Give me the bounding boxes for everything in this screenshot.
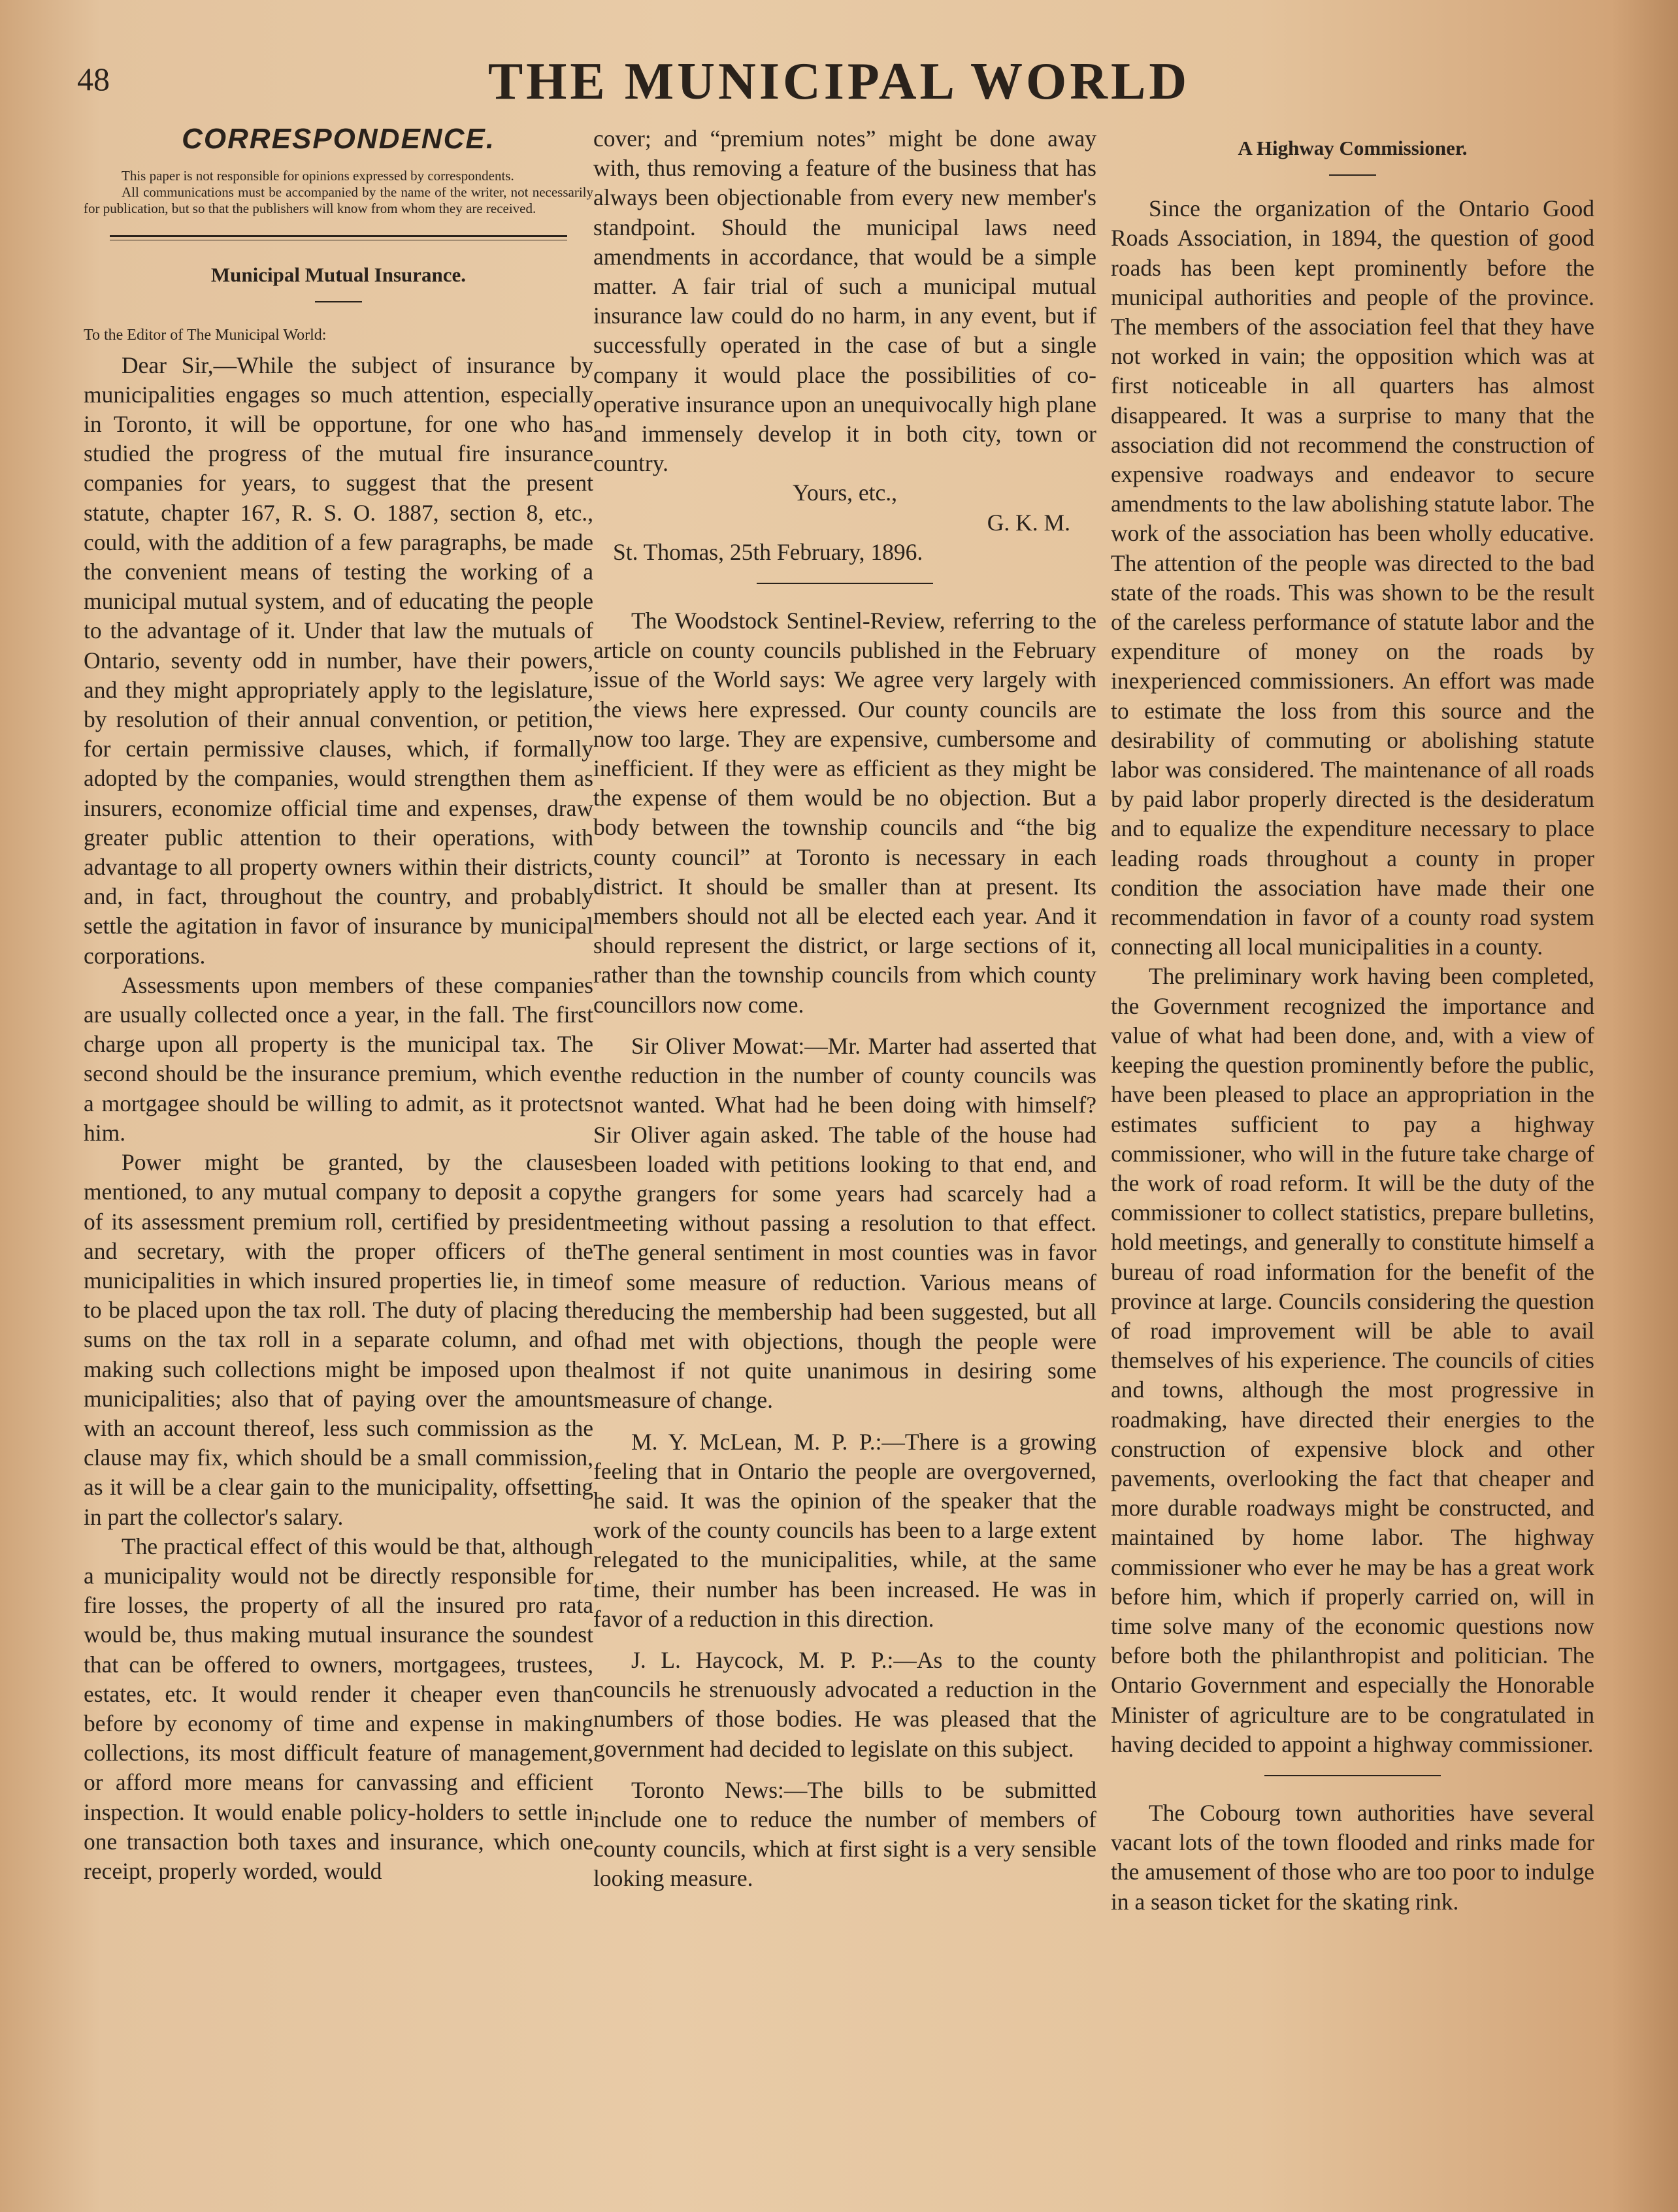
communications-notice: All communications must be accompanied by the name of the writer, not necessarily for publication, but so that the publishers will know from whom they are received. (84, 184, 593, 217)
section-rule (757, 583, 933, 584)
letter-signature: G. K. M. (987, 509, 1070, 536)
column-2 (593, 124, 1096, 1894)
page-number: 48 (77, 61, 110, 97)
double-rule (110, 235, 567, 240)
section-rule (1264, 1775, 1441, 1776)
paragraph: Power might be granted, by the clauses mentioned, to any mutual company to deposit a copy of its assessment premium roll, certified by president and secretary, with the proper officers of the municipalities in which insured properties lie, in time to be placed upon the tax roll. The duty of placing the sums on the tax roll in a separate column, and of making such collections might be imposed upon the municipalities; also that of paying over the amounts with an account thereof, less such commission as the clause may fix, which should be a small commission, as it will be a clear gain to the municipality, offsetting in part the collector's salary. (84, 1149, 593, 1530)
paragraph: J. L. Haycock, M. P. P.:—As to the county councils he strenuously advocated a reduction in the numbers of those bodies. He was pleased that the government had decided to legislate on this subject. (593, 1646, 1096, 1762)
article-title: Municipal Mutual Insurance. (210, 263, 467, 287)
editor-salutation: To the Editor of The Municipal World: (84, 327, 327, 344)
paragraph: Assessments upon members of these companies are usually collected once a year, in the fall. The first charge upon all property is the municipal tax. The second should be the insurance premium, which even a mortgagee should be willing to admit, as it protects him. (84, 971, 593, 1146)
column-1 (84, 124, 593, 1886)
paragraph: Dear Sir,—While the subject of insurance by municipalities engages so much attention, especially in Toronto, it will be opportune, for one who has studied the progress of the mutual fire insurance companies for years, to suggest that the present statute, chapter 167, R. S. O. 1887, section 8, etc., could, with the addition of a few paragraphs, be made the convenient means of testing the working of a municipal mutual system, and of educating the people to the advantage of it. Under that law the mutuals of Ontario, seventy odd in number, have their powers, and they might appropriately apply to the legislature, by resolution of their annual convention, or petition, for certain permissive clauses, which, if formally adopted by the companies, would strengthen them as insurers, economize official time and expenses, draw greater public attention to their operations, with advantage to all property owners within their districts, and, in fact, throughout the country, and probably settle the agitation in favor of insurance by municipal corporations. (84, 351, 593, 969)
article-title: A Highway Commissioner. (1238, 137, 1468, 159)
paragraph: Since the organization of the Ontario Good Roads Association, in 1894, the question of good roads has been kept prominently before the municipal authorities and people of the province. The members of the association feel that they have not worked in vain; the opposition which was at first noticeable in all quarters has almost disappeared. It was a surprise to many that the association did not recommend the construction of expensive roadways and endeavor to secure amendments to the law abolishing statute labor. The work of the association has been wholly educative. The attention of the people was directed to the bad state of the roads. This was shown to be the result of the careless performance of statute labor and the expenditure of money on the roads by inexperienced commissioners. An effort was made to estimate the loss from this source and the desirability of commuting or abolishing statute labor was considered. The maintenance of all roads by paid labor properly directed is the desideratum and to equalize the expenditure necessary to place leading roads throughout a county in proper condition the association have made their one recommendation in favor of a county road system connecting all local municipalities in a county. (1111, 195, 1594, 960)
paragraph: The practical effect of this would be that, although a municipality would not be directly responsible for fire losses, the property of all the insured pro rata would be, thus making mutual insurance the soundest that can be offered to owners, mortgagees, trustees, estates, etc. It would render it cheaper even than before by economy of time and expense in making collections, its most difficult feature of management, or afford more means for canvassing and efficient inspection. It would enable policy-holders to settle in one transaction both taxes and insurance, which one receipt, properly worded, would (84, 1533, 593, 1884)
paragraph: M. Y. McLean, M. P. P.:—There is a growing feeling that in Ontario the people are overgoverned, he said. It was the opinion of the speaker that the work of the county councils has been to a large extent relegated to the municipalities, while, at the same time, their number has been increased. He was in favor of a reduction in this direction. (593, 1428, 1096, 1632)
paragraph: The Woodstock Sentinel-Review, referring to the article on county councils published in the February issue of the World says: We agree very largely with the views here expressed. Our county councils are now too large. They are expensive, cumbersome and inefficient. If they were as efficient as they might be the expense of them would be no objection. But a body between the township councils and “the big county council” at Toronto is necessary in each district. It should be smaller than at present. Its members should not all be elected each year. And it should represent the district, or large sections of it, rather than the township councils from which county councillors now come. (593, 608, 1096, 1018)
paragraph: The preliminary work having been completed, the Government recognized the importance and value of what had been done, and, with a view of keeping the question prominently before the public, have been pleased to place an appropriation in the estimates sufficient to pay a highway commissioner, who will in the future take charge of the work of road reform. It will be the duty of the commissioner to collect statistics, prepare bulletins, hold meetings, and generally to constitute himself a bureau of road information for the benefit of the province at large. Councils considering the question of road improvement will be able to avail themselves of his experience. The councils of cities and towns, although the most progressive in roadmaking, have directed their energies to the construction of expensive block and other pavements, overlooking the fact that cheaper and more durable roadways might be constructed, and maintained by home labor. The highway commissioner who ever he may be has a great work before him, which if properly carried on, will in time solve many of the economic questions now before both the philanthropist and politician. The Ontario Government and especially the Honorable Minister of agriculture are to be congratulated in having decided to appoint a highway commissioner. (1111, 963, 1594, 1757)
paragraph: Toronto News:—The bills to be submitted include one to reduce the number of members of county councils, which at first sight is a very sensible looking measure. (593, 1776, 1096, 1892)
section-heading: CORRESPONDENCE. (182, 123, 495, 155)
disclaimer-notice: This paper is not responsible for opinions expressed by correspondents. (122, 168, 514, 184)
short-rule (315, 301, 362, 302)
letter-closing: Yours, etc., (792, 480, 898, 506)
paragraph: Sir Oliver Mowat:—Mr. Marter had asserted that the reduction in the number of county councils was not wanted. What had he been doing with himself? Sir Oliver again asked. The table of the house had been loaded with petitions looking to that end, and the grangers for some years had scarcely had a meeting without passing a resolution to that effect. The general sentiment in most counties was in favor of some measure of reduction. Various means of reducing the membership had been suggested, but all had met with objections, though the people were almost if not quite unanimous in desiring some measure of change. (593, 1032, 1096, 1414)
paragraph: The Cobourg town authorities have several vacant lots of the town flooded and rinks made for the amusement of those who are too poor to indulge in a season ticket for the skating rink. (1111, 1799, 1594, 1915)
masthead-title: THE MUNICIPAL WORLD (487, 53, 1191, 110)
column-3 (1111, 124, 1594, 1917)
short-rule (1329, 174, 1376, 176)
paragraph: cover; and “premium notes” might be done away with, thus removing a feature of the business that has always been objectionable from every new member's standpoint. Should the municipal laws need amendments in accordance, that would be a simple matter. A fair trial of such a municipal mutual insurance law could do no harm, in any event, but if successfully operated in the case of but a single company it would place the possibilities of co-operative insurance upon an unequivocally high plane and immensely develop it in both city, town or country. (593, 125, 1096, 477)
letter-place-date: St. Thomas, 25th February, 1896. (613, 538, 923, 565)
